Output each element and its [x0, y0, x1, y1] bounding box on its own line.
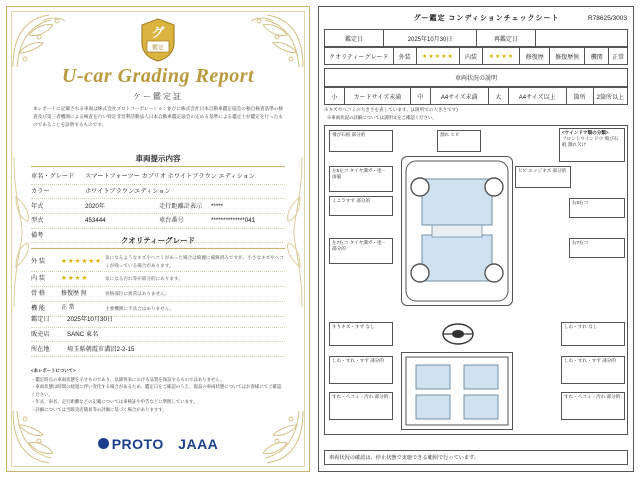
legend-right-title: <ウインドウ類の分類> — [562, 130, 609, 135]
grade-note: 主要機関に不具合はありません。 — [105, 306, 175, 312]
certificate-blurb: 本レポートに記載される車両は株式会社プロトコーポレーション並びに株式会社日本自動車鑑定協会の独自検査基準の検査及び第三者機関による検査を行い特定非営利活動法人日本自動車鑑定協会の定める基準による鑑定士が鑑定を行ったものであることを証明するものです。 — [33, 106, 283, 128]
row-value-2: ***** — [211, 202, 224, 210]
annotation-cell: しわ・すれ・すず 部分的 — [561, 356, 625, 384]
report-id: R78625/3003 — [587, 14, 627, 22]
cell-value: ★★★★ — [483, 48, 520, 65]
annotation-cell: しわ・すれ・すず 部分的 — [329, 356, 393, 384]
table-row — [325, 88, 628, 105]
annotation-cell: 左5左コ タイヤ溝ガ・塗・雨風 — [329, 166, 393, 192]
table-row — [325, 30, 628, 47]
info-row — [31, 170, 285, 185]
window-legend-box — [559, 128, 625, 162]
cell-label: クオリティーグレード — [325, 48, 394, 65]
row-value: 453444 — [85, 217, 106, 225]
footnote-item: ・鑑定時点の車両状態を示すものであり、以降将来における品質を保証するものではありません。 — [31, 376, 225, 382]
certificate-subtitle: ケー鑑定証 — [133, 92, 183, 101]
cell-label: 修復歴 — [520, 48, 550, 65]
car-top-view-icon — [402, 157, 512, 305]
row-value: スマートフォーツー カブリオ ホワイトブラウン エディション — [85, 173, 256, 181]
vehicle-info-block — [31, 153, 285, 243]
grade-stars: ★★★★★★ — [61, 257, 102, 265]
cell-value: 修復歴無 — [549, 48, 585, 65]
count-value: 2箇所以上 — [593, 88, 627, 105]
annotation-cell: 右7右コ — [569, 238, 625, 258]
row-label-2: 走行距離計表示 — [159, 202, 203, 210]
proto-mark-icon — [98, 438, 109, 449]
car-top-view — [401, 156, 513, 306]
row-value: ホワイトブラウンエディション — [85, 187, 171, 195]
sheet-title: グー鑑定 コンディションチェックシート — [413, 15, 560, 22]
row-label-2: 車台番号 — [159, 217, 184, 225]
row-label: 備考 — [31, 231, 44, 239]
condition-check-sheet — [318, 6, 634, 472]
cell-label: 機関 — [585, 48, 609, 65]
cell-value: 2025年10月30日 — [384, 30, 477, 47]
annotation-cell: 割れ ヒビ — [437, 130, 481, 152]
size-big-text: A4サイズ以上 — [508, 88, 566, 105]
row-label: カラー — [31, 187, 50, 195]
annotation-cell: すれ・ヘコミ・汚れ 部分的 — [561, 392, 625, 420]
grading-seal-icon — [138, 17, 178, 63]
jaaa-logo: JAAA — [178, 435, 219, 452]
row-value: 埼玉県朝霞市溝沼2-2-15 — [67, 345, 135, 353]
legend-right-text: フロントウインドウ 飛び石痕 割れ欠け — [562, 136, 619, 148]
info-row — [31, 199, 285, 214]
cell-value: 正常 — [608, 48, 627, 65]
svg-text:鑑定: 鑑定 — [151, 45, 165, 52]
annotation-cell: 飛び石痕 部分的 — [329, 130, 393, 152]
grade-note: 骨格部位に異常はありません。 — [105, 291, 170, 297]
vehicle-info-title: 車両提示内容 — [31, 153, 285, 167]
footnote-item: ・詳細については当販売店簡易等の評価に基づく場合がありますす。 — [31, 406, 167, 412]
info-row — [31, 214, 285, 229]
footnote-item: ・年式、車名、走行距離などの記載については車検証や申告などに準拠しています。 — [31, 399, 198, 405]
count-label: 箇所 — [566, 88, 593, 105]
grade-label: 骨 格 — [31, 290, 46, 298]
sheet-footer: 車両状況の確認は、停止状態で実施できる範囲で行っています。 — [324, 450, 628, 465]
certificate-title: U-car Grading Report — [61, 65, 255, 87]
cell-label: 鑑定日 — [325, 30, 384, 47]
row-label: 所在地 — [31, 345, 50, 353]
info-row — [31, 185, 285, 200]
cell-label: 再鑑定日 — [477, 30, 536, 47]
size-big-label: 大 — [488, 88, 508, 105]
grade-row — [31, 287, 285, 302]
row-label: 販売店 — [31, 330, 50, 338]
grade-label: 機 能 — [31, 305, 46, 313]
size-note: ※キズやヘコミの大きさを表しています。(1箇所での大きさです) — [324, 107, 458, 112]
legend-left — [327, 115, 477, 121]
interior-seats-icon — [402, 353, 512, 429]
footnote-title: <本レポートについて> — [31, 368, 76, 374]
row-value: 2025年10月30日 — [67, 316, 114, 324]
grade-note: 気になる汚れ等が部分的にあります。 — [105, 276, 183, 282]
row-label: 鑑定日 — [31, 316, 50, 324]
steering-wheel-icon — [441, 322, 475, 346]
cell-label: 外装 — [393, 48, 417, 65]
info-row — [31, 328, 285, 343]
footnote-item: ・車両状態は時間の経過に伴い変化する場合があるため、鑑定日をご確認のうえ、現品の車両状態についてはお客様にてご確認ください。 — [31, 384, 282, 397]
certificate-footnotes — [31, 367, 285, 413]
annotation-cell: すりキズ・すず なし — [329, 322, 393, 346]
interior-view — [401, 352, 513, 430]
explain-title: 車両状況の説明 — [325, 69, 628, 87]
legend-left-text: ※車両状況の詳細については説明文をご確認ください。 — [327, 115, 437, 120]
row-value: SANC 東名 — [67, 330, 99, 338]
row-label: 年式 — [31, 202, 44, 210]
table-row — [325, 69, 628, 87]
quality-grade-title: クオリティーグレード — [31, 235, 285, 249]
cell-label: 内装 — [459, 48, 483, 65]
sheet-info-table — [324, 29, 628, 113]
quality-grade-block — [31, 235, 285, 317]
grade-label: 外 装 — [31, 257, 46, 265]
row-label: 型式 — [31, 217, 44, 225]
proto-logo: PROTO — [111, 435, 164, 452]
certificate-panel — [6, 6, 310, 472]
grade-stars: ★★★★ — [61, 275, 89, 283]
size-small-label: 小 — [325, 88, 345, 105]
annotation-cell: ミニラすず 部分的 — [329, 196, 393, 216]
annotation-cell: すれ・ヘコミ・汚れ 部分的 — [329, 392, 393, 420]
row-value-2: **************041 — [211, 217, 256, 225]
vehicle-diagram — [324, 125, 628, 435]
size-mid-label: 中 — [410, 88, 430, 105]
svg-text:グ: グ — [151, 25, 165, 40]
annotation-cell: 右5右コ — [569, 198, 625, 218]
logo-row — [7, 435, 309, 453]
size-small-text: カードサイズ未満 — [344, 88, 410, 105]
grade-value: 正 常 — [61, 305, 75, 312]
cell-value — [536, 30, 628, 47]
grade-value: 修復歴 無 — [61, 290, 87, 297]
annotation-cell: ヒビ エッジキズ 部分的 — [515, 166, 571, 188]
dealer-info-block — [31, 313, 285, 357]
grade-label: 内 装 — [31, 275, 46, 283]
grade-row — [31, 252, 285, 272]
info-row — [31, 342, 285, 357]
cell-value: ★★★★★ — [417, 48, 460, 65]
annotation-cell: しわ・すれ なし — [561, 322, 625, 346]
info-row — [31, 313, 285, 328]
annotation-cell: 左7右コ タイヤ溝ガ・塗・部分的 — [329, 238, 393, 264]
sheet-header — [319, 7, 633, 29]
row-value: 2020年 — [85, 202, 105, 210]
row-label: 車名・グレード — [31, 173, 75, 181]
grade-row — [31, 272, 285, 287]
grade-note: 気になるようなキズやへコミがあった場合は綺麗に補修済みですが、小さなキズやヘコミが残っている場合があります。 — [105, 255, 284, 268]
table-row — [325, 48, 628, 65]
size-mid-text: A4サイズ未満 — [430, 88, 488, 105]
